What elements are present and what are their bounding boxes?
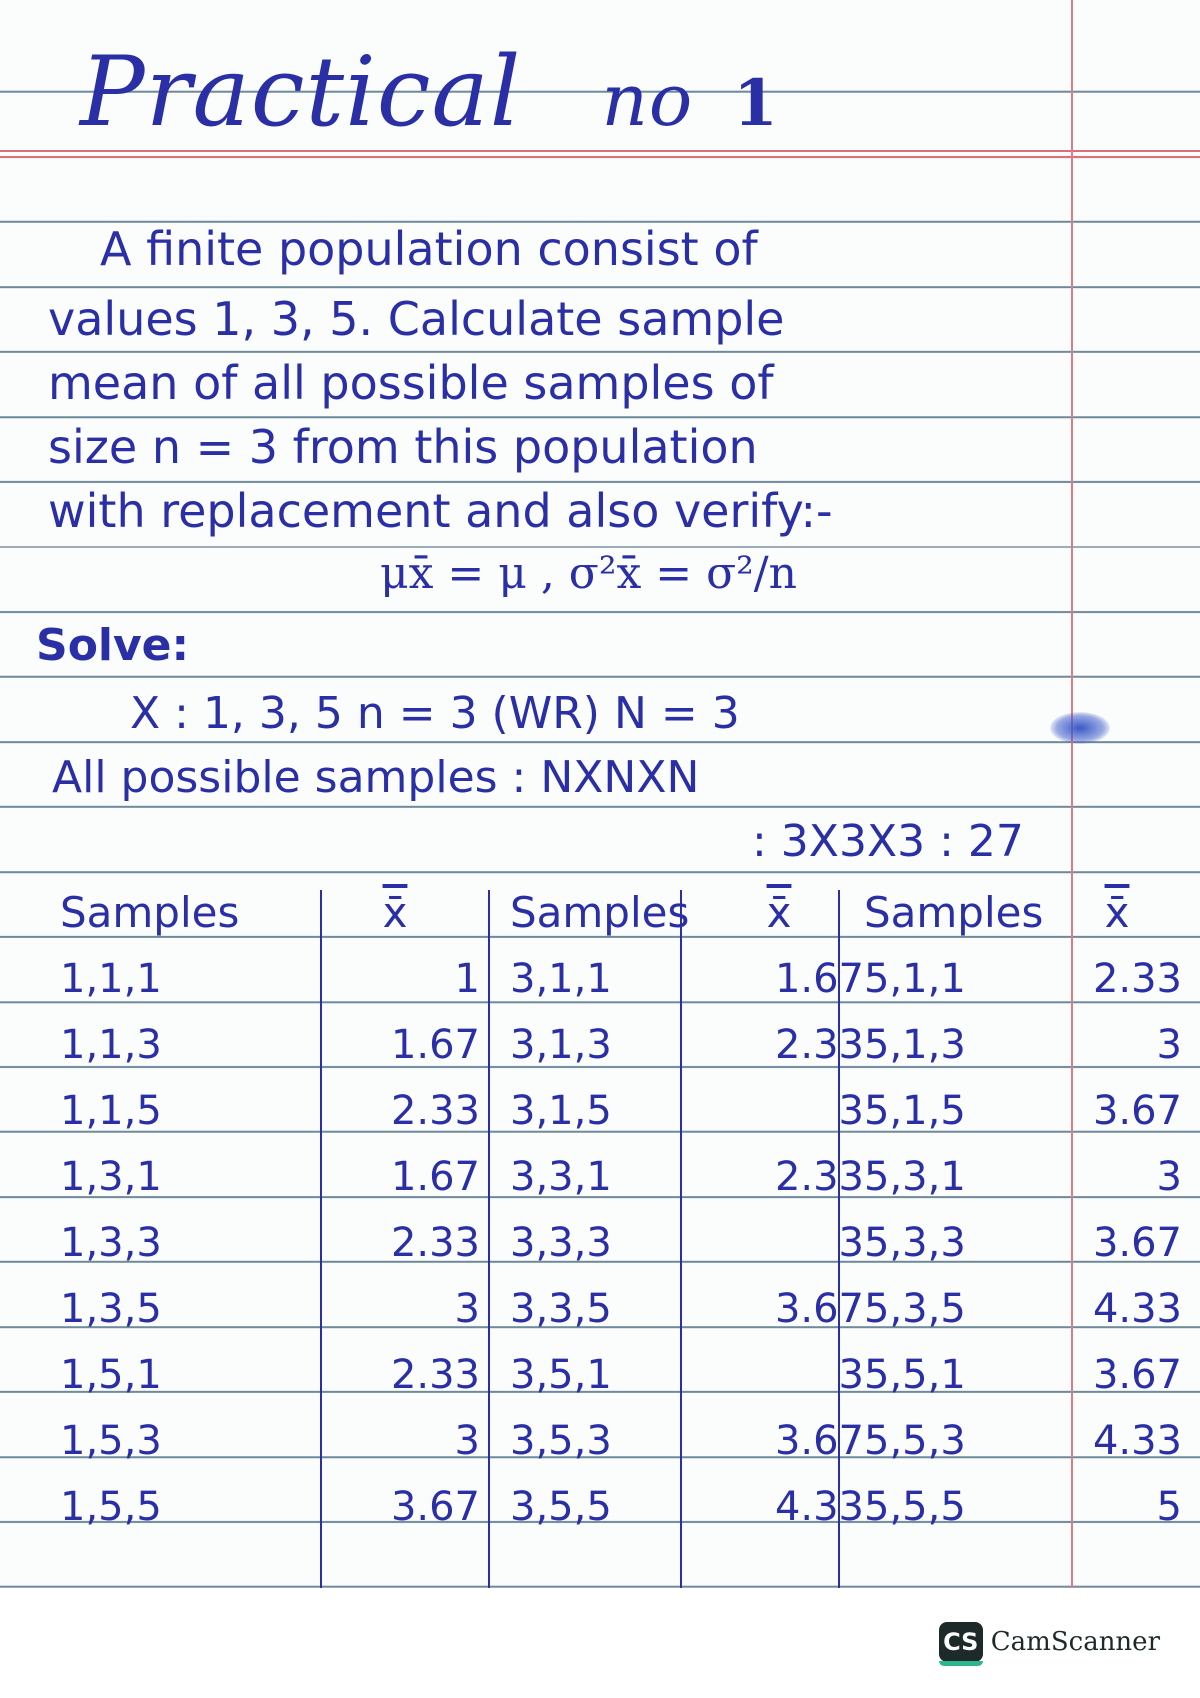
- sample-cell: 1,5,1: [60, 1352, 162, 1398]
- sample-cell: 5,1,1: [864, 956, 966, 1002]
- mean-cell: 4.33: [1092, 1418, 1182, 1464]
- sample-cell: 5,5,1: [864, 1352, 966, 1398]
- sample-cell: 3,5,1: [510, 1352, 612, 1398]
- sample-cell: 1,5,5: [60, 1484, 162, 1530]
- sample-cell: 5,3,5: [864, 1286, 966, 1332]
- header-samples: Samples: [60, 888, 240, 937]
- mean-cell: 3: [1156, 1022, 1182, 1068]
- header-mean: x̄: [382, 888, 408, 937]
- title-number: 1: [733, 66, 779, 141]
- table-row: [52, 1210, 1182, 1276]
- question-line: mean of all possible samples of: [48, 356, 774, 410]
- table-row: [52, 946, 1182, 1012]
- mean-cell: 3.67: [1092, 1352, 1182, 1398]
- sample-cell: 1,1,1: [60, 956, 162, 1002]
- ink-smudge: [1050, 712, 1110, 744]
- mean-cell: 3.67: [1092, 1220, 1182, 1266]
- sample-cell: 5,1,5: [864, 1088, 966, 1134]
- mean-cell: 5: [1156, 1484, 1182, 1530]
- header-mean: x̄: [766, 888, 792, 937]
- sample-cell: 3,5,5: [510, 1484, 612, 1530]
- mean-cell: 1.67: [774, 956, 864, 1002]
- sample-means-table: [52, 880, 1182, 1540]
- mean-cell: 4.33: [774, 1484, 864, 1530]
- mean-cell: 2.33: [390, 1220, 480, 1266]
- table-row: [52, 1012, 1182, 1078]
- mean-cell: 3: [838, 1220, 864, 1266]
- table-row: [52, 1408, 1182, 1474]
- question-line: size n = 3 from this population: [48, 420, 758, 474]
- title-no-word: no: [601, 58, 694, 142]
- mean-cell: 3: [454, 1418, 480, 1464]
- sample-cell: 3,1,1: [510, 956, 612, 1002]
- solve-label: Solve:: [36, 620, 190, 671]
- givens-line: X : 1, 3, 5 n = 3 (WR) N = 3: [130, 688, 740, 739]
- mean-cell: 3.67: [774, 1418, 864, 1464]
- mean-cell: 3: [838, 1088, 864, 1134]
- table-row: [52, 1474, 1182, 1540]
- sample-cell: 3,3,5: [510, 1286, 612, 1332]
- question-line: A finite population consist of: [100, 222, 758, 276]
- mean-cell: 3: [838, 1352, 864, 1398]
- sample-cell: 5,3,3: [864, 1220, 966, 1266]
- sample-cell: 5,3,1: [864, 1154, 966, 1200]
- mean-cell: 2.33: [390, 1088, 480, 1134]
- header-samples: Samples: [510, 888, 690, 937]
- camscanner-label: CamScanner: [990, 1627, 1160, 1657]
- all-samples-count: : 3X3X3 : 27: [752, 816, 1024, 867]
- mean-cell: 1: [454, 956, 480, 1002]
- sample-cell: 3,1,3: [510, 1022, 612, 1068]
- camscanner-watermark: [939, 1622, 1160, 1662]
- mean-cell: 3.67: [774, 1286, 864, 1332]
- question-line: values 1, 3, 5. Calculate sample: [48, 292, 785, 346]
- title-main: Practical: [80, 36, 522, 148]
- mean-cell: 3: [454, 1286, 480, 1332]
- table-row: [52, 1342, 1182, 1408]
- sample-cell: 1,3,1: [60, 1154, 162, 1200]
- mean-cell: 1.67: [390, 1154, 480, 1200]
- mean-cell: 2.33: [774, 1154, 864, 1200]
- mean-cell: 3.67: [1092, 1088, 1182, 1134]
- table-row: [52, 1078, 1182, 1144]
- sample-cell: 1,1,5: [60, 1088, 162, 1134]
- sample-cell: 3,3,1: [510, 1154, 612, 1200]
- header-rule: [0, 150, 1200, 152]
- page-title: [80, 36, 779, 148]
- table-row: [52, 1144, 1182, 1210]
- question-line: with replacement and also verify:-: [48, 484, 833, 538]
- sample-cell: 3,3,3: [510, 1220, 612, 1266]
- mean-cell: 4.33: [1092, 1286, 1182, 1332]
- table-body: [52, 946, 1182, 1540]
- sample-cell: 1,3,5: [60, 1286, 162, 1332]
- sample-cell: 3,5,3: [510, 1418, 612, 1464]
- sample-cell: 1,5,3: [60, 1418, 162, 1464]
- sample-cell: 3,1,5: [510, 1088, 612, 1134]
- sample-cell: 1,1,3: [60, 1022, 162, 1068]
- header-mean: x̄: [1104, 888, 1130, 937]
- table-header-row: [52, 880, 1182, 946]
- verify-formula: μx̄ = μ , σ²x̄ = σ²/n: [380, 548, 797, 599]
- mean-cell: 1.67: [390, 1022, 480, 1068]
- mean-cell: 2.33: [1092, 956, 1182, 1002]
- sample-cell: 5,5,3: [864, 1418, 966, 1464]
- mean-cell: 2.33: [774, 1022, 864, 1068]
- sample-cell: 5,1,3: [864, 1022, 966, 1068]
- camscanner-logo-icon: CS: [939, 1622, 983, 1662]
- mean-cell: 3: [1156, 1154, 1182, 1200]
- sample-cell: 5,5,5: [864, 1484, 966, 1530]
- mean-cell: 2.33: [390, 1352, 480, 1398]
- all-samples-line: All possible samples : NXNXN: [52, 752, 700, 803]
- header-rule-double: [0, 156, 1200, 158]
- mean-cell: 3.67: [390, 1484, 480, 1530]
- header-samples: Samples: [864, 888, 1044, 937]
- sample-cell: 1,3,3: [60, 1220, 162, 1266]
- table-row: [52, 1276, 1182, 1342]
